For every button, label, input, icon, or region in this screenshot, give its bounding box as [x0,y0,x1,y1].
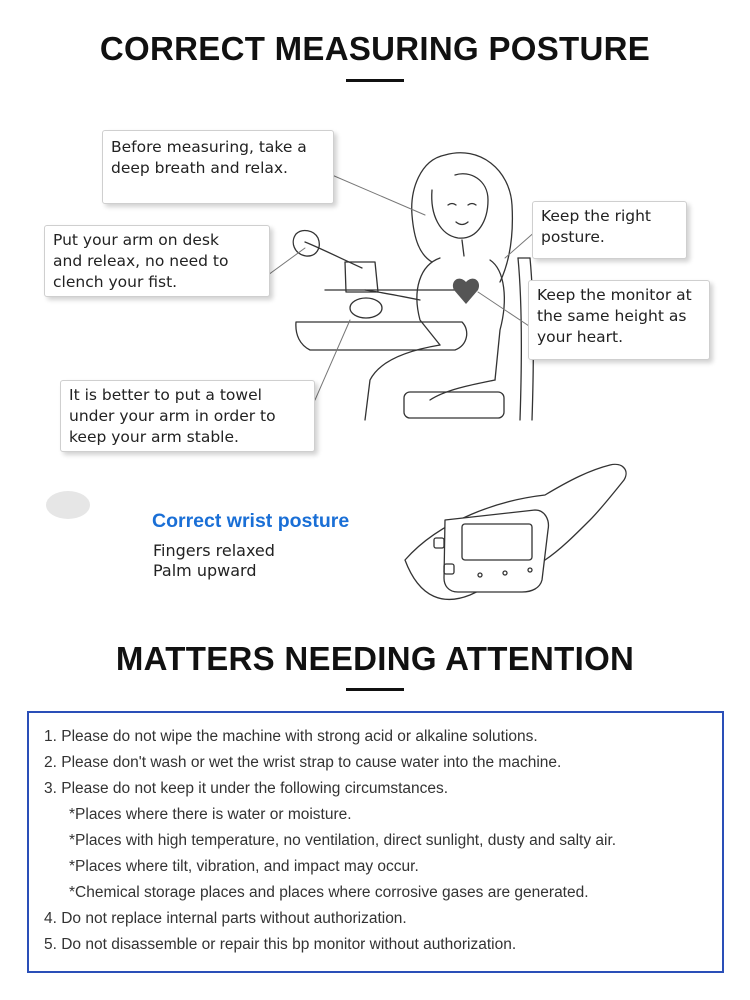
callout-height [528,280,710,360]
callout-towel [60,380,315,452]
posture-title: CORRECT MEASURING POSTURE [99,30,651,67]
towel [350,298,382,318]
callout-posture-line-1: Keep the right [541,207,652,225]
attention-item-1: 1. Please do not wipe the machine with strong acid or alkaline solutions. [44,728,538,745]
attention-subitem-chemical: *Chemical storage places and places where corrosive gases are generated. [69,884,589,901]
woman-face [432,174,488,238]
title-underline [346,79,404,82]
attention-subitem-heat: *Places with high temperature, no ventilation, direct sunlight, dusty and salty air. [69,832,617,849]
callout-breath [102,130,334,204]
callout-arm-line-3: clench your fist. [53,273,178,291]
woman-torso [417,258,504,380]
callout-posture-line-2: posture. [541,228,605,246]
heart-icon [453,279,479,304]
pointer-height [478,292,535,330]
attention-item-3: 3. Please do not keep it under the following circumstances. [44,780,449,797]
attention-title: MATTERS NEEDING ATTENTION [115,640,635,677]
callout-towel-line-2: under your arm in order to [69,407,276,425]
callout-towel-line-3: keep your arm stable. [69,428,239,446]
callout-arm-line-2: and releax, no need to [53,252,229,270]
pointer-towel [315,320,350,400]
attention-box [27,711,724,973]
attention-underline [346,688,404,691]
attention-item-4: 4. Do not replace internal parts without authorization. [44,910,407,927]
callout-height-line-3: your heart. [537,328,624,346]
woman-hand [293,231,319,257]
attention-subitem-water: *Places where there is water or moisture. [69,806,352,823]
attention-item-5: 5. Do not disassemble or repair this bp monitor without authorization. [44,936,517,953]
callout-towel-line-1: It is better to put a towel [69,386,262,404]
callout-height-line-1: Keep the monitor at [537,286,692,304]
arm-cuff [345,262,378,292]
callout-arm [44,225,270,297]
callout-breath-line-2: deep breath and relax. [111,159,288,177]
wrist-line-fingers: Fingers relaxed [153,541,275,560]
pointer-breath [325,172,425,215]
woman-hair [412,153,513,282]
table [296,322,467,350]
chair-back [518,258,521,420]
callout-height-line-2: the same height as [537,307,687,325]
pointer-arm [268,248,305,275]
chair-seat [404,392,504,418]
attention-item-2: 2. Please don't wash or wet the wrist strap to cause water into the machine. [44,754,562,771]
wrist-line-palm: Palm upward [153,561,257,580]
wrist-posture-title: Correct wrist posture [152,510,350,532]
callout-arm-line-1: Put your arm on desk [53,231,219,249]
callout-breath-line-1: Before measuring, take a [111,138,307,156]
callout-posture [532,201,687,259]
wrist-monitor [444,510,548,592]
attention-subitem-tilt: *Places where tilt, vibration, and impact may occur. [69,858,419,875]
